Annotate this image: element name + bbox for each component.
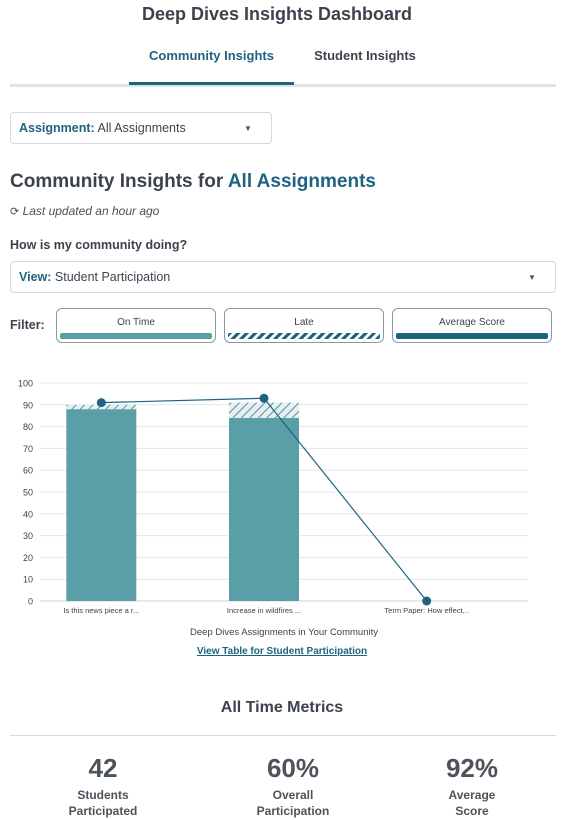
metric-label-line2: Score [455, 804, 489, 818]
metric-label-line2: Participated [68, 804, 138, 818]
y-tick-label: 100 [17, 378, 33, 389]
community-question: How is my community doing? [10, 238, 188, 252]
tab-student-insights[interactable]: Student Insights [314, 48, 416, 63]
view-select[interactable] [10, 261, 556, 293]
filter-average-score-label: Average Score [439, 317, 505, 328]
metric-label-line1: Average [448, 788, 496, 802]
view-select-label: View: [19, 270, 52, 284]
metric-value: 60% [266, 753, 320, 783]
refresh-icon: ⟳ [10, 206, 20, 218]
caret-down-icon: ▼ [244, 124, 252, 133]
filter-on-time-label: On Time [117, 317, 155, 328]
assignment-select-label: Assignment: [19, 121, 95, 135]
average-score-point [260, 394, 269, 403]
metric-value: 92% [445, 753, 499, 783]
x-tick-label: Increase in wildfires ... [226, 606, 302, 615]
y-tick-label: 70 [22, 443, 33, 454]
insights-heading-accent: All Assignments [227, 171, 376, 192]
metric-label-line2: Participation [256, 804, 330, 818]
insights-heading-prefix: Community Insights for [10, 171, 224, 192]
y-tick-label: 60 [22, 465, 33, 476]
average-score-point [422, 597, 431, 606]
filter-late-button[interactable] [224, 308, 384, 343]
view-select-value: Student Participation [54, 270, 171, 284]
y-tick-label: 40 [22, 509, 33, 520]
bar-late [229, 403, 299, 418]
average-score-point [97, 398, 106, 407]
average-score-swatch [396, 333, 548, 339]
y-tick-label: 20 [22, 552, 33, 563]
caret-down-icon: ▼ [528, 273, 536, 282]
filter-label: Filter: [10, 318, 45, 332]
metric-overall-participation [223, 752, 363, 819]
assignment-select-value: All Assignments [97, 121, 186, 135]
metrics-title: All Time Metrics [220, 699, 344, 716]
page-title: Deep Dives Insights Dashboard [141, 4, 413, 24]
metric-students-participated [33, 752, 173, 819]
metrics-divider [10, 735, 556, 736]
x-axis-title: Deep Dives Assignments in Your Community [190, 627, 378, 638]
metric-average-score [402, 752, 542, 819]
tab-community-insights[interactable]: Community Insights [129, 36, 294, 85]
participation-chart [0, 370, 564, 642]
late-swatch [228, 333, 380, 339]
last-updated [10, 204, 159, 218]
y-tick-label: 90 [22, 400, 33, 411]
filter-average-score-button[interactable] [392, 308, 552, 343]
on-time-swatch [60, 333, 212, 339]
x-tick-label: Is this news piece a r... [63, 606, 140, 615]
metric-value: 42 [88, 753, 118, 783]
metric-label-line1: Overall [272, 788, 314, 802]
filter-late-label: Late [294, 317, 314, 328]
x-tick-label: Term Paper: How effect... [384, 606, 469, 615]
y-tick-label: 0 [27, 596, 33, 607]
filter-on-time-button[interactable] [56, 308, 216, 343]
y-tick-label: 80 [22, 422, 33, 433]
bar-on-time [66, 409, 136, 601]
y-tick-label: 50 [22, 487, 33, 498]
metric-label-line1: Students [77, 788, 129, 802]
y-tick-label: 30 [22, 531, 33, 542]
tab-bar [10, 36, 556, 87]
y-tick-label: 10 [22, 574, 33, 585]
insights-heading [10, 171, 376, 193]
assignment-select[interactable] [10, 112, 272, 144]
last-updated-text: Last updated an hour ago [22, 204, 160, 218]
view-table-link[interactable]: View Table for Student Participation [196, 646, 368, 657]
bar-on-time [229, 418, 299, 601]
